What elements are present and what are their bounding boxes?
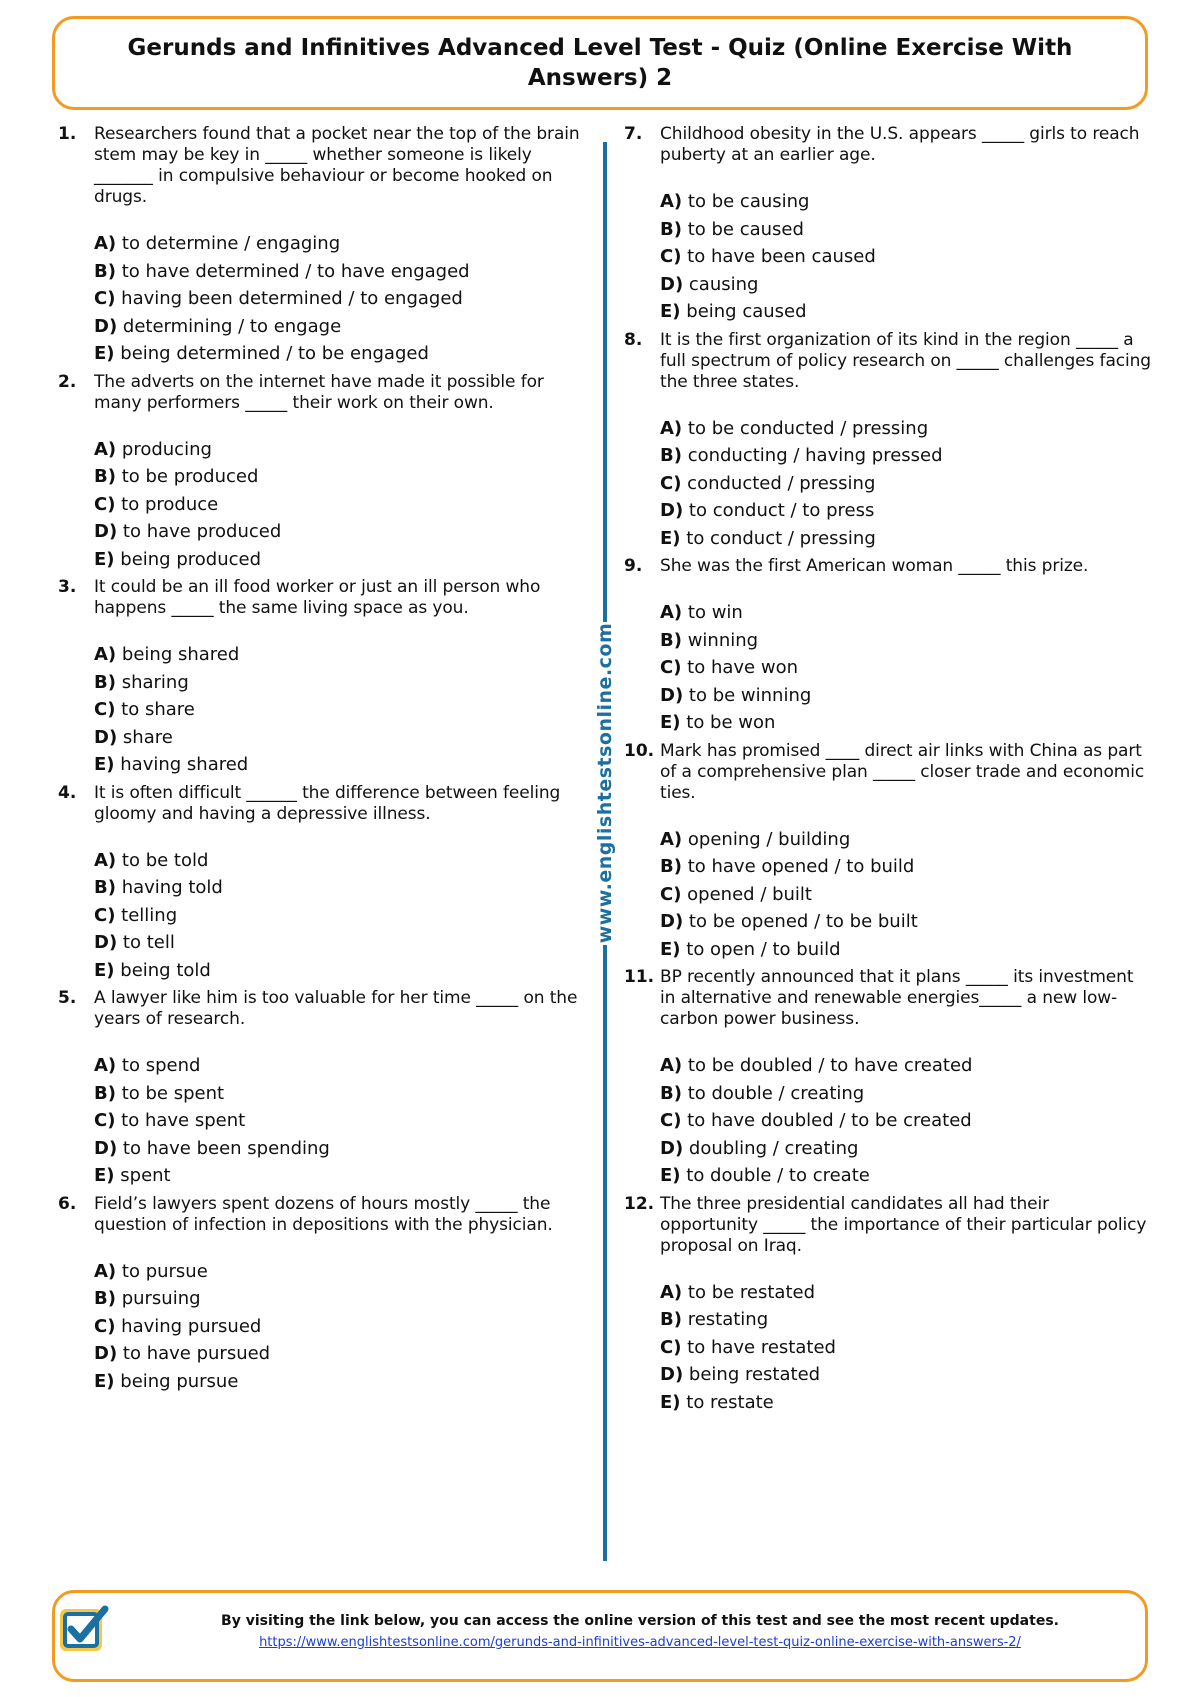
option-d[interactable] bbox=[660, 1361, 1152, 1389]
option-e[interactable] bbox=[660, 1389, 1152, 1417]
option-text: producing bbox=[121, 438, 212, 460]
option-letter: D) bbox=[94, 1137, 118, 1159]
question-text: BP recently announced that it plans _____ its investment in alternative and renewable energies_____ a new low-carbon power business. bbox=[660, 967, 1134, 1029]
option-c[interactable] bbox=[94, 491, 586, 519]
question-text: It is the first organization of its kind in the region _____ a full spectrum of policy research on _____ challenges facing the three states. bbox=[660, 329, 1151, 392]
option-letter: D) bbox=[660, 1137, 684, 1159]
option-text: being told bbox=[120, 959, 211, 981]
question-number: 4. bbox=[58, 782, 77, 803]
option-letter: E) bbox=[94, 1165, 115, 1186]
option-text: to be caused bbox=[687, 218, 804, 240]
option-text: to be told bbox=[121, 849, 209, 871]
option-e[interactable] bbox=[660, 525, 1152, 553]
option-text: being shared bbox=[121, 644, 240, 665]
option-text: conducted / pressing bbox=[687, 472, 876, 494]
option-b[interactable] bbox=[660, 853, 1152, 881]
option-text: to be won bbox=[686, 712, 776, 733]
question-text: It is often difficult ______ the difference between feeling gloomy and having a depressive illness. bbox=[94, 782, 561, 824]
option-text: having shared bbox=[120, 754, 249, 775]
option-text: being caused bbox=[686, 301, 807, 322]
option-c[interactable] bbox=[94, 285, 586, 313]
option-letter: A) bbox=[94, 644, 117, 665]
option-c[interactable] bbox=[660, 1334, 1152, 1362]
question-4 bbox=[58, 783, 586, 985]
option-letter: E) bbox=[660, 527, 681, 549]
option-b[interactable] bbox=[94, 1285, 586, 1313]
option-d[interactable] bbox=[94, 724, 586, 752]
option-b[interactable] bbox=[660, 1306, 1152, 1334]
option-letter: C) bbox=[94, 904, 116, 926]
option-text: causing bbox=[688, 273, 759, 295]
option-b[interactable] bbox=[660, 1080, 1152, 1108]
question-5 bbox=[58, 988, 586, 1190]
footer-notice: By visiting the link below, you can access the online version of this test and see the most recent updates. bbox=[221, 1613, 1059, 1629]
option-b[interactable] bbox=[94, 874, 586, 902]
option-text: to have been spending bbox=[122, 1137, 330, 1159]
option-letter: D) bbox=[94, 521, 118, 542]
option-letter: B) bbox=[660, 1309, 682, 1330]
right-column bbox=[624, 124, 1152, 1416]
option-text: to produce bbox=[121, 493, 219, 515]
option-text: having pursued bbox=[121, 1315, 262, 1337]
option-a[interactable] bbox=[660, 1052, 1152, 1080]
option-text: opening / building bbox=[687, 828, 851, 850]
option-text: to open / to build bbox=[686, 938, 841, 960]
option-letter: B) bbox=[94, 671, 116, 693]
option-letter: E) bbox=[94, 548, 115, 570]
option-d[interactable] bbox=[660, 1135, 1152, 1163]
option-text: to determine / engaging bbox=[121, 233, 341, 254]
option-text: opened / built bbox=[687, 883, 812, 905]
question-number: 6. bbox=[58, 1193, 77, 1214]
option-text: to have spent bbox=[121, 1110, 246, 1131]
question-text: A lawyer like him is too valuable for her time _____ on the years of research. bbox=[94, 988, 578, 1029]
option-text: to be causing bbox=[687, 191, 810, 212]
option-letter: A) bbox=[660, 1055, 683, 1076]
option-text: being restated bbox=[688, 1364, 821, 1385]
option-letter: A) bbox=[94, 233, 117, 254]
column-divider-top bbox=[603, 142, 607, 622]
option-c[interactable] bbox=[660, 881, 1152, 909]
option-a[interactable] bbox=[660, 826, 1152, 854]
left-column bbox=[58, 124, 586, 1395]
option-letter: C) bbox=[94, 699, 116, 720]
option-text: being pursue bbox=[120, 1370, 239, 1392]
option-e[interactable] bbox=[94, 340, 586, 368]
option-d[interactable] bbox=[94, 1340, 586, 1368]
option-b[interactable] bbox=[660, 442, 1152, 470]
question-12 bbox=[624, 1194, 1152, 1417]
option-text: to share bbox=[121, 699, 195, 720]
option-letter: A) bbox=[94, 1055, 117, 1076]
option-b[interactable] bbox=[94, 258, 586, 286]
option-c[interactable] bbox=[94, 696, 586, 724]
question-3 bbox=[58, 577, 586, 779]
option-b[interactable] bbox=[94, 463, 586, 491]
option-text: to have produced bbox=[122, 521, 282, 542]
question-11 bbox=[624, 967, 1152, 1190]
option-text: to have doubled / to be created bbox=[687, 1110, 972, 1131]
option-e[interactable] bbox=[660, 936, 1152, 964]
option-text: share bbox=[122, 726, 173, 748]
page-title: Gerunds and Infinitives Advanced Level Test - Quiz (Online Exercise With Answers) 2 bbox=[127, 35, 1073, 91]
title-box bbox=[52, 16, 1148, 110]
option-text: to tell bbox=[122, 932, 175, 953]
option-d[interactable] bbox=[660, 271, 1152, 299]
option-letter: B) bbox=[94, 877, 116, 898]
option-text: being produced bbox=[120, 548, 261, 570]
question-6 bbox=[58, 1194, 586, 1396]
option-letter: C) bbox=[94, 1110, 116, 1131]
option-text: pursuing bbox=[121, 1288, 201, 1309]
option-letter: E) bbox=[660, 301, 681, 322]
option-text: winning bbox=[687, 629, 759, 651]
option-text: to conduct / pressing bbox=[686, 527, 876, 549]
option-text: to be winning bbox=[688, 684, 812, 706]
question-text: Field’s lawyers spent dozens of hours mostly _____ the question of infection in depositions with the physician. bbox=[94, 1193, 553, 1235]
option-text: to be produced bbox=[121, 466, 259, 487]
option-text: to be opened / to be built bbox=[688, 911, 918, 932]
question-number: 9. bbox=[624, 556, 643, 576]
option-letter: E) bbox=[660, 938, 681, 960]
option-text: to double / creating bbox=[687, 1082, 865, 1104]
option-c[interactable] bbox=[660, 470, 1152, 498]
question-2 bbox=[58, 372, 586, 574]
option-c[interactable] bbox=[660, 243, 1152, 271]
option-b[interactable] bbox=[660, 627, 1152, 655]
option-e[interactable] bbox=[94, 1162, 586, 1190]
option-letter: D) bbox=[660, 1364, 684, 1385]
option-letter: C) bbox=[94, 493, 116, 515]
option-text: to spend bbox=[121, 1055, 201, 1076]
option-letter: B) bbox=[660, 629, 682, 651]
option-a[interactable] bbox=[94, 230, 586, 258]
option-d[interactable] bbox=[94, 313, 586, 341]
option-letter: A) bbox=[660, 1281, 683, 1303]
option-letter: B) bbox=[660, 1082, 682, 1104]
option-letter: C) bbox=[660, 657, 682, 678]
question-number: 1. bbox=[58, 124, 77, 144]
question-text: Mark has promised ____ direct air links with China as part of a comprehensive plan _____ closer trade and economic ties. bbox=[660, 740, 1145, 803]
option-text: restating bbox=[687, 1309, 769, 1330]
option-letter: E) bbox=[660, 1391, 681, 1413]
option-text: to have restated bbox=[687, 1336, 836, 1358]
option-a[interactable] bbox=[660, 1279, 1152, 1307]
question-number: 7. bbox=[624, 124, 643, 144]
option-text: spent bbox=[120, 1165, 171, 1186]
question-number: 10. bbox=[624, 740, 655, 761]
question-text: The three presidential candidates all had their opportunity _____ the importance of their particular policy proposal on Iraq. bbox=[660, 1193, 1147, 1256]
option-a[interactable] bbox=[660, 415, 1152, 443]
option-e[interactable] bbox=[94, 957, 586, 985]
option-letter: E) bbox=[94, 754, 115, 775]
question-7 bbox=[624, 124, 1152, 326]
option-letter: E) bbox=[94, 1370, 115, 1392]
option-d[interactable] bbox=[660, 908, 1152, 936]
option-e[interactable] bbox=[660, 1162, 1152, 1190]
option-letter: B) bbox=[660, 856, 682, 877]
option-c[interactable] bbox=[94, 1313, 586, 1341]
option-c[interactable] bbox=[94, 902, 586, 930]
option-letter: C) bbox=[94, 1315, 116, 1337]
question-8 bbox=[624, 330, 1152, 553]
option-letter: D) bbox=[660, 500, 684, 521]
option-b[interactable] bbox=[94, 669, 586, 697]
question-text: Researchers found that a pocket near the top of the brain stem may be key in _____ whether someone is likely _______ in compulsive behaviour or become hooked on drugs. bbox=[94, 124, 580, 207]
question-text: She was the first American woman _____ this prize. bbox=[660, 556, 1089, 576]
option-letter: D) bbox=[660, 273, 684, 295]
question-number: 8. bbox=[624, 329, 643, 350]
option-d[interactable] bbox=[94, 1135, 586, 1163]
option-letter: A) bbox=[94, 438, 117, 460]
question-number: 12. bbox=[624, 1193, 655, 1214]
option-text: doubling / creating bbox=[688, 1137, 859, 1159]
option-letter: A) bbox=[94, 1260, 117, 1282]
option-letter: D) bbox=[94, 726, 118, 748]
option-letter: E) bbox=[94, 343, 115, 364]
option-text: to have won bbox=[687, 657, 798, 678]
question-number: 3. bbox=[58, 577, 77, 597]
option-letter: C) bbox=[660, 883, 682, 905]
option-b[interactable] bbox=[94, 1080, 586, 1108]
question-9 bbox=[624, 556, 1152, 737]
option-text: to double / to create bbox=[686, 1165, 870, 1186]
option-letter: D) bbox=[94, 315, 118, 337]
question-10 bbox=[624, 741, 1152, 964]
option-text: determining / to engage bbox=[122, 315, 342, 337]
question-number: 5. bbox=[58, 988, 77, 1008]
footer-link[interactable]: https://www.englishtestsonline.com/gerunds-and-infinitives-advanced-level-test-quiz-online-exercise-with-answers-2/ bbox=[259, 1635, 1021, 1650]
option-text: conducting / having pressed bbox=[687, 445, 943, 466]
option-letter: B) bbox=[94, 260, 116, 282]
option-letter: D) bbox=[94, 932, 118, 953]
option-letter: A) bbox=[660, 602, 683, 623]
question-1 bbox=[58, 124, 586, 368]
option-e[interactable] bbox=[94, 751, 586, 779]
option-letter: B) bbox=[94, 1288, 116, 1309]
option-text: to conduct / to press bbox=[688, 500, 875, 521]
question-text: Childhood obesity in the U.S. appears _____ girls to reach puberty at an earlier age. bbox=[660, 124, 1140, 165]
option-a[interactable] bbox=[660, 188, 1152, 216]
option-letter: C) bbox=[660, 472, 682, 494]
question-text: The adverts on the internet have made it possible for many performers _____ their work on their own. bbox=[94, 371, 544, 413]
option-text: being determined / to be engaged bbox=[120, 343, 429, 364]
option-text: to have determined / to have engaged bbox=[121, 260, 470, 282]
watermark-url: www.englishtestsonline.com bbox=[594, 622, 616, 944]
option-text: to have pursued bbox=[122, 1343, 271, 1364]
column-divider-bottom bbox=[603, 945, 607, 1561]
option-letter: C) bbox=[660, 246, 682, 267]
option-c[interactable] bbox=[94, 1107, 586, 1135]
option-d[interactable] bbox=[660, 497, 1152, 525]
option-a[interactable] bbox=[660, 599, 1152, 627]
option-text: to be conducted / pressing bbox=[687, 417, 929, 439]
option-text: sharing bbox=[121, 671, 189, 693]
option-a[interactable] bbox=[94, 1052, 586, 1080]
option-text: to restate bbox=[686, 1391, 774, 1413]
option-a[interactable] bbox=[94, 436, 586, 464]
option-text: to win bbox=[687, 602, 743, 623]
option-e[interactable] bbox=[94, 1368, 586, 1396]
option-d[interactable] bbox=[660, 682, 1152, 710]
option-letter: A) bbox=[94, 849, 117, 871]
option-letter: B) bbox=[660, 445, 682, 466]
option-letter: C) bbox=[660, 1110, 682, 1131]
option-text: having told bbox=[121, 877, 223, 898]
option-c[interactable] bbox=[660, 1107, 1152, 1135]
option-d[interactable] bbox=[94, 518, 586, 546]
checkbox-check-icon bbox=[58, 1603, 112, 1657]
option-letter: A) bbox=[660, 191, 683, 212]
question-text: It could be an ill food worker or just an ill person who happens _____ the same living space as you. bbox=[94, 577, 541, 618]
option-letter: C) bbox=[94, 288, 116, 309]
option-letter: A) bbox=[660, 417, 683, 439]
option-letter: B) bbox=[94, 1082, 116, 1104]
option-a[interactable] bbox=[94, 847, 586, 875]
option-text: to pursue bbox=[121, 1260, 208, 1282]
option-letter: E) bbox=[660, 1165, 681, 1186]
option-letter: E) bbox=[660, 712, 681, 733]
option-letter: E) bbox=[94, 959, 115, 981]
question-number: 11. bbox=[624, 967, 655, 987]
option-e[interactable] bbox=[94, 546, 586, 574]
option-text: to be restated bbox=[687, 1281, 816, 1303]
option-text: telling bbox=[121, 904, 178, 926]
option-text: to have been caused bbox=[687, 246, 876, 267]
option-c[interactable] bbox=[660, 654, 1152, 682]
option-text: to be spent bbox=[121, 1082, 225, 1104]
question-number: 2. bbox=[58, 371, 77, 392]
option-letter: D) bbox=[94, 1343, 118, 1364]
option-d[interactable] bbox=[94, 929, 586, 957]
option-e[interactable] bbox=[660, 709, 1152, 737]
option-text: to be doubled / to have created bbox=[687, 1055, 973, 1076]
option-letter: B) bbox=[94, 466, 116, 487]
option-letter: A) bbox=[660, 828, 683, 850]
option-a[interactable] bbox=[94, 641, 586, 669]
option-letter: D) bbox=[660, 911, 684, 932]
option-text: to have opened / to build bbox=[687, 856, 915, 877]
option-text: having been determined / to engaged bbox=[121, 288, 463, 309]
option-letter: B) bbox=[660, 218, 682, 240]
option-a[interactable] bbox=[94, 1258, 586, 1286]
option-e[interactable] bbox=[660, 298, 1152, 326]
option-letter: D) bbox=[660, 684, 684, 706]
option-b[interactable] bbox=[660, 216, 1152, 244]
option-letter: C) bbox=[660, 1336, 682, 1358]
